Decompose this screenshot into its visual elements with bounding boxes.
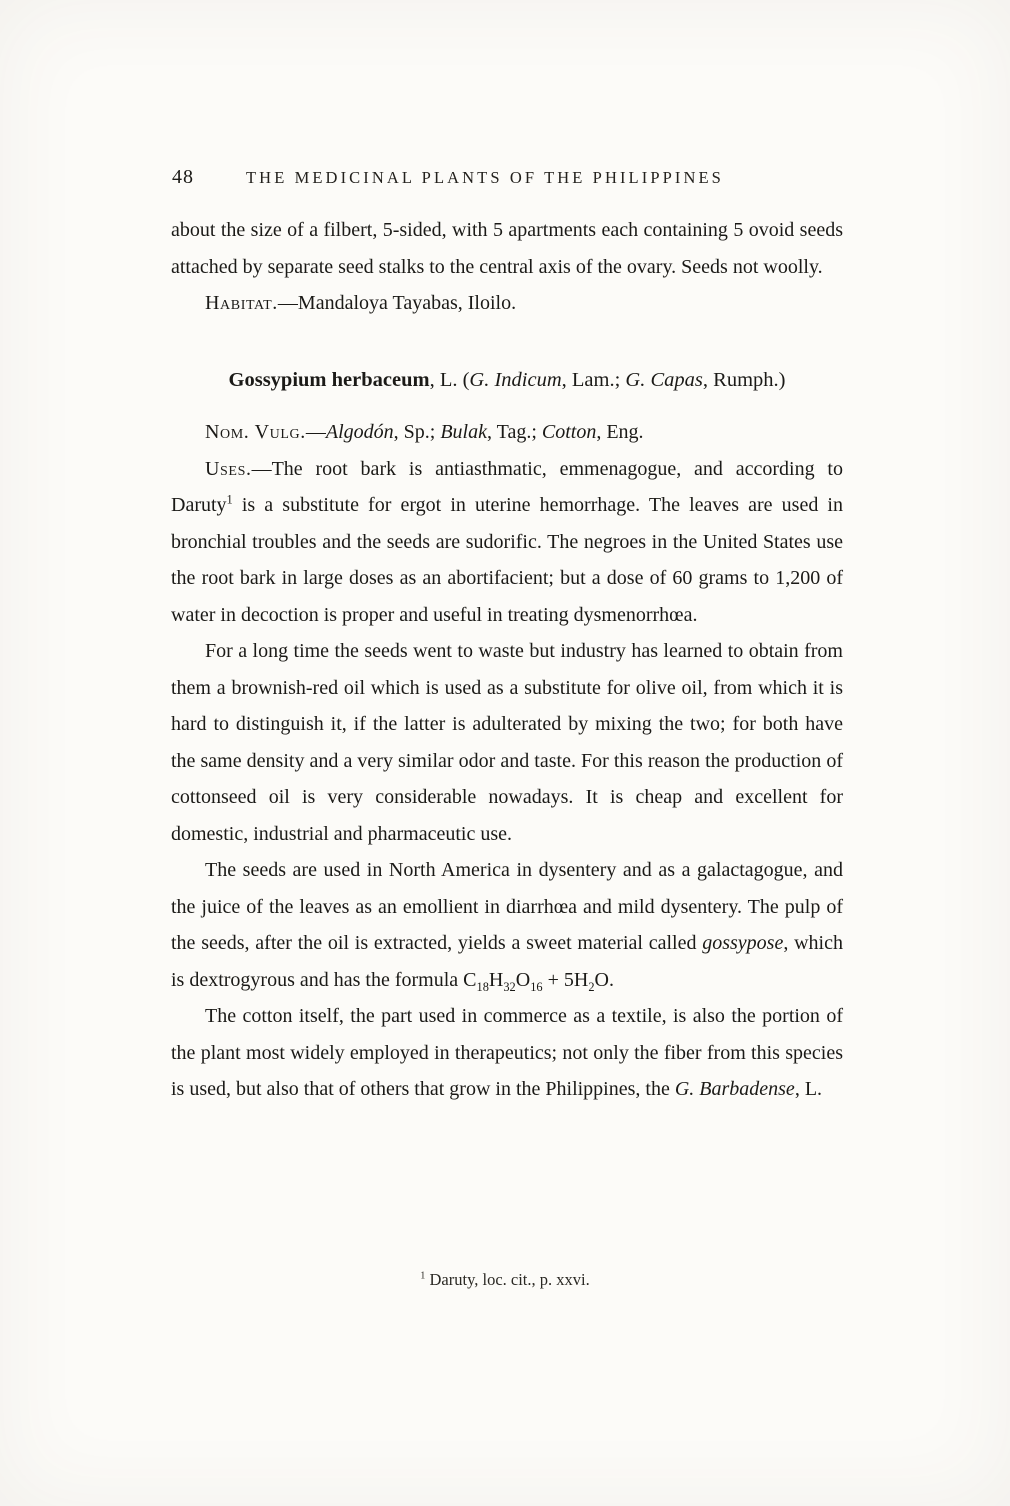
text-segment: 2	[588, 979, 595, 994]
paragraph	[171, 414, 843, 451]
text-segment: Nom. Vulg.	[205, 421, 306, 443]
paragraph	[171, 633, 843, 852]
text-segment: is a substitute for ergot in uterine hemorrhage. The leaves are used in bronchial troubles and the seeds are sudorific. The negroes in the United States use the root bark in large doses as an abortifacient; but a dose of 60 grams to 1,200 of water in decoction is proper and useful in treating dysmenorrhœa.	[171, 494, 843, 626]
text-segment: , Rumph.)	[702, 368, 786, 391]
text-segment: O	[515, 968, 531, 991]
paragraph	[171, 852, 843, 998]
text-segment: , Sp.;	[393, 421, 441, 443]
text-segment: , Tag.;	[486, 421, 542, 443]
text-segment: The seeds are used in North America in dysentery and as a galactagogue, and the juice of the leaves as an emollient in diarrhœa and mild dysentery. The pulp of the seeds, after the oil is extracted, yields a sweet material called	[171, 859, 843, 954]
running-head	[172, 166, 842, 189]
text-segment: Uses.	[205, 457, 252, 480]
paragraph	[171, 998, 843, 1108]
text-segment: 1	[226, 492, 233, 507]
text-segment: The cotton itself, the part used in commerce as a textile, is also the portion of the plant most widely employed in therapeutics; not only the fiber from this species is used, but also that of others that grow in the Philippines, the	[171, 1005, 843, 1100]
text-segment: G. Barbadense	[674, 1078, 795, 1100]
text-segment: 1	[420, 1270, 426, 1282]
paragraph	[171, 212, 843, 285]
paragraph	[171, 285, 843, 322]
running-title: THE MEDICINAL PLANTS OF THE PHILIPPINES	[246, 168, 724, 187]
text-segment: , L.	[794, 1078, 823, 1100]
footnote	[0, 1268, 1010, 1292]
text-segment: , Lam.;	[561, 368, 626, 391]
text-segment: about the size of a filbert, 5-sided, with 5 apartments each containing 5 ovoid seeds attached by separate seed stalks to the central axis of the ovary. Seeds not woolly.	[171, 219, 843, 278]
text-segment: G. Indicum	[469, 368, 562, 391]
text-segment: + 5H	[542, 968, 589, 991]
text-segment: —Mandaloya Tayabas, Iloilo.	[277, 292, 517, 314]
text-segment: O.	[594, 968, 614, 991]
text-segment: H	[488, 968, 504, 991]
text-segment: , Eng.	[596, 421, 644, 443]
text-segment: , which is dextrogyrous and has the formula C	[171, 932, 843, 991]
text-segment: 32	[503, 979, 516, 994]
text-segment: Habitat.	[205, 292, 278, 314]
text-segment: 18	[476, 979, 489, 994]
text-segment: Daruty, loc. cit., p. xxvi.	[425, 1270, 590, 1289]
page-number: 48	[172, 166, 194, 188]
text-segment: G. Capas	[625, 368, 703, 391]
text-segment: gossypose	[702, 932, 784, 954]
species-heading	[199, 362, 815, 399]
text-body	[171, 212, 843, 1108]
text-segment: —The root bark is antiasthmatic, emmenagogue, and according to Daruty	[171, 457, 843, 516]
text-segment: —	[305, 421, 326, 443]
text-segment: Algodón	[325, 421, 394, 443]
text-segment: 16	[530, 979, 543, 994]
text-segment: Gossypium herbaceum	[228, 368, 430, 391]
text-segment: Bulak	[440, 421, 487, 443]
text-segment: For a long time the seeds went to waste but industry has learned to obtain from them a brownish-red oil which is used as a substitute for olive oil, from which it is hard to distinguish it, if the latter is adulterated by mixing the two; for both have the same density and a very similar odor and taste. For this reason the production of cottonseed oil is very considerable nowadays. It is cheap and excellent for domestic, industrial and pharmaceutic use.	[171, 640, 843, 845]
paragraph	[171, 451, 843, 634]
text-segment: Cotton	[541, 421, 597, 443]
text-segment: , L. (	[429, 368, 470, 391]
